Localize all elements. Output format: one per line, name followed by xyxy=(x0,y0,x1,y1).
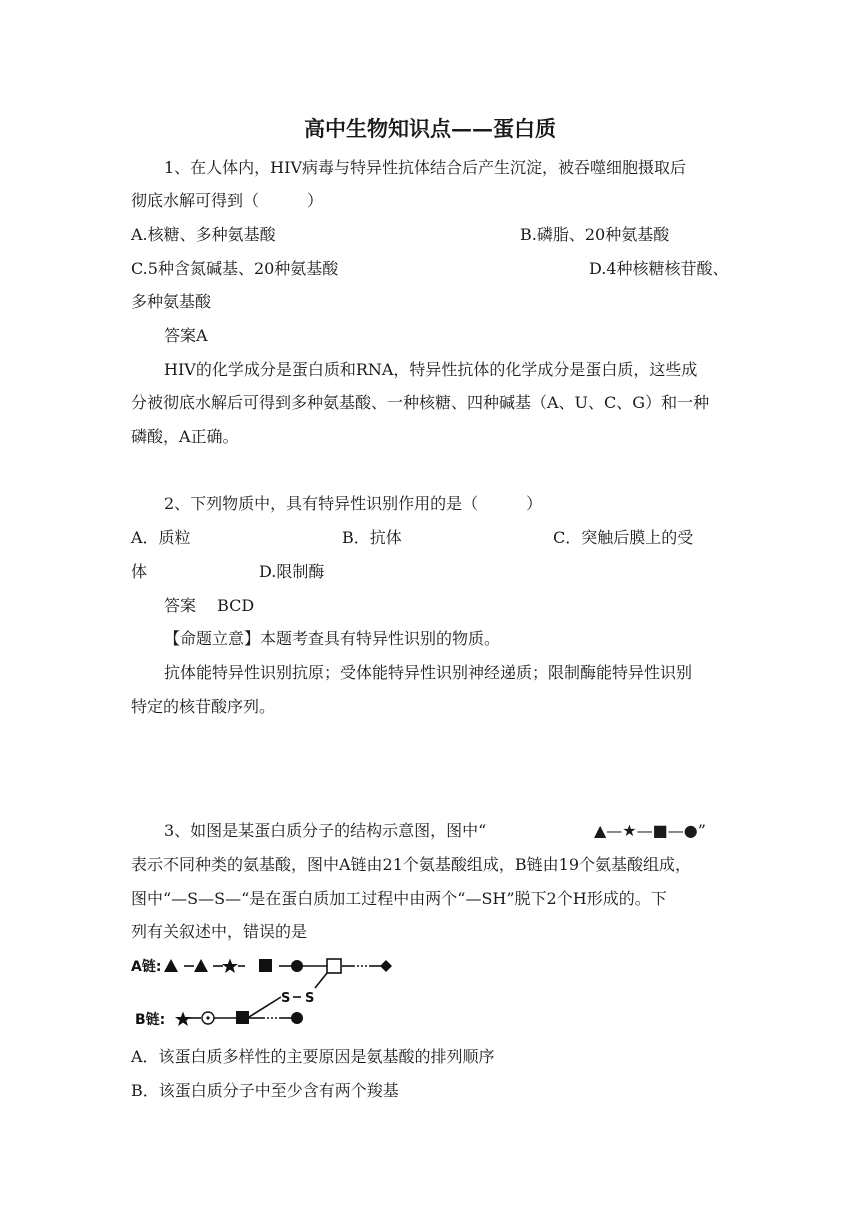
q2-explanation-line2: 特定的核苷酸序列。 xyxy=(131,697,276,716)
q1-option-d-cont: 多种氨基酸 xyxy=(131,292,212,311)
circle-residue xyxy=(291,1012,303,1024)
q2-explanation-line1: 抗体能特异性识别抗原；受体能特异性识别神经递质；限制酶能特异性识别 xyxy=(164,663,693,682)
q2-option-c-cont: 体 xyxy=(131,562,148,581)
protein-structure-diagram xyxy=(131,955,411,1030)
page-title: 高中生物知识点——蛋白质 xyxy=(304,116,556,141)
q1-stem-line1: 1、在人体内，HIV病毒与特异性抗体结合后产生沉淀，被吞噬细胞摄取后 xyxy=(164,158,687,177)
q1-option-d: D.4种核糖核苷酸、 xyxy=(589,259,729,278)
q3-option-b: B．该蛋白质分子中至少含有两个羧基 xyxy=(131,1081,399,1100)
q1-option-b: B.磷脂、20种氨基酸 xyxy=(520,225,670,244)
diamond-residue xyxy=(380,960,392,972)
q1-option-a: A.核糖、多种氨基酸 xyxy=(131,225,276,244)
q2-option-b: B．抗体 xyxy=(342,528,402,547)
sulfur-label: S xyxy=(281,991,291,1006)
q3-stem-line1: 3、如图是某蛋白质分子的结构示意图，图中“ xyxy=(164,821,487,840)
chain-b-label: B链: xyxy=(135,1012,166,1028)
sulfur-label: S xyxy=(305,991,315,1006)
q3-option-a: A．该蛋白质多样性的主要原因是氨基酸的排列顺序 xyxy=(131,1047,495,1066)
q2-option-d: D.限制酶 xyxy=(259,562,325,581)
q2-stem: 2、下列物质中，具有特异性识别作用的是（ ） xyxy=(164,494,543,513)
q2-option-a: A．质粒 xyxy=(131,528,191,547)
q1-option-c: C.5种含氮碱基、20种氨基酸 xyxy=(131,259,339,278)
triangle-residue xyxy=(164,959,178,972)
q1-explanation-line1: HIV的化学成分是蛋白质和RNA，特异性抗体的化学成分是蛋白质，这些成 xyxy=(164,360,698,379)
chain-a-label: A链: xyxy=(131,959,162,975)
q3-stem-symbols: ▲—★—■—●” xyxy=(594,821,706,840)
q1-answer: 答案A xyxy=(164,326,208,345)
circle-residue xyxy=(291,960,303,972)
q2-option-c: C．突触后膜上的受 xyxy=(553,528,694,547)
q3-stem-line3: 图中“—S—S—“是在蛋白质加工过程中由两个“—SH”脱下2个H形成的。下 xyxy=(131,889,667,908)
q3-stem-line4: 列有关叙述中，错误的是 xyxy=(131,922,308,941)
dotted-circle-center xyxy=(206,1016,209,1019)
q2-answer: 答案 BCD xyxy=(164,596,255,615)
star-residue xyxy=(222,959,238,974)
square-residue xyxy=(259,959,272,972)
open-square-residue xyxy=(327,959,341,973)
star-residue xyxy=(175,1012,191,1027)
q1-explanation-line2: 分被彻底水解后可得到多种氨基酸、一种核糖、四种碱基（A、U、C、G）和一种 xyxy=(131,393,710,412)
q1-stem-line2: 彻底水解可得到（ ） xyxy=(131,191,324,210)
q2-intent: 【命题立意】本题考查具有特异性识别的物质。 xyxy=(164,629,501,648)
q3-stem-line2: 表示不同种类的氨基酸，图中A链由21个氨基酸组成，B链由19个氨基酸组成， xyxy=(131,855,692,874)
q1-explanation-line3: 磷酸，A正确。 xyxy=(131,427,239,446)
square-residue xyxy=(236,1011,249,1024)
triangle-residue xyxy=(194,959,208,972)
